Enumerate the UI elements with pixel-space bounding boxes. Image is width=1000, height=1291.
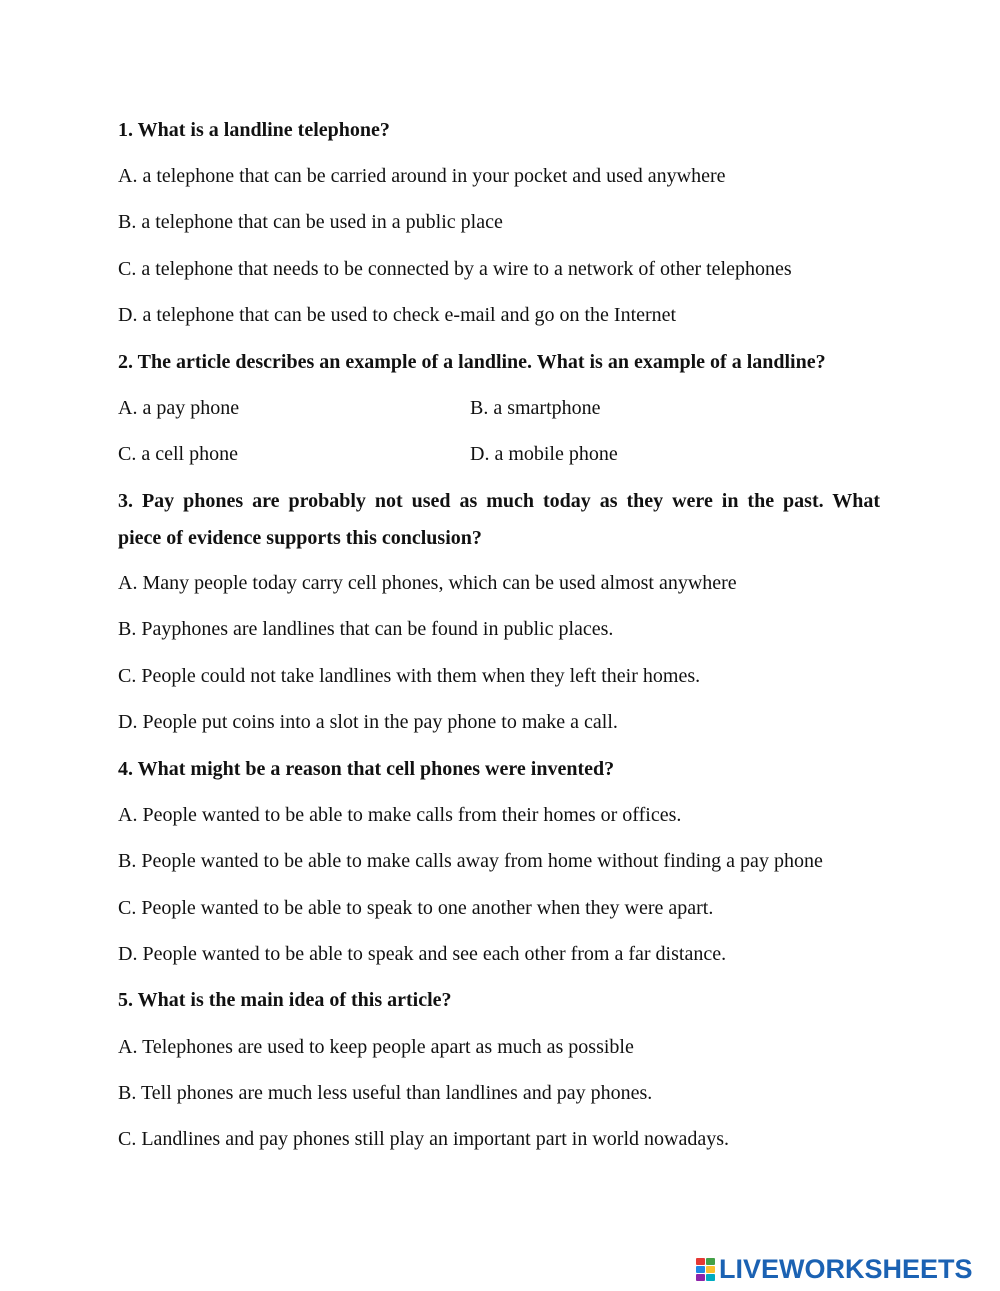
logo-block	[706, 1266, 715, 1273]
question-2-option-b: B. a smartphone	[470, 397, 601, 419]
question-1-prompt: 1. What is a landline telephone?	[118, 119, 390, 141]
liveworksheets-logo	[696, 1256, 973, 1282]
question-2-option-c: C. a cell phone	[118, 443, 238, 465]
logo-block	[696, 1258, 705, 1265]
question-5-option-c: C. Landlines and pay phones still play an important part in world nowadays.	[118, 1128, 729, 1150]
logo-text: LIVEWORKSHEETS	[719, 1254, 973, 1284]
question-2-option-d: D. a mobile phone	[470, 443, 618, 465]
liveworksheets-blocks-icon	[696, 1258, 715, 1281]
question-4-option-a: A. People wanted to be able to make calls from their homes or offices.	[118, 804, 682, 826]
question-5-option-b: B. Tell phones are much less useful than landlines and pay phones.	[118, 1082, 653, 1104]
question-3-option-b: B. Payphones are landlines that can be found in public places.	[118, 618, 614, 640]
question-3-prompt-line-2: piece of evidence supports this conclusion?	[118, 527, 482, 549]
question-4-option-c: C. People wanted to be able to speak to one another when they were apart.	[118, 897, 714, 919]
logo-block	[696, 1266, 705, 1273]
question-1-option-d: D. a telephone that can be used to check e-mail and go on the Internet	[118, 304, 677, 326]
question-1-option-a: A. a telephone that can be carried around in your pocket and used anywhere	[118, 165, 726, 187]
question-3-option-c: C. People could not take landlines with them when they left their homes.	[118, 665, 701, 687]
question-3-prompt-line-1: 3. Pay phones are probably not used as much today as they were in the past. What	[118, 490, 880, 512]
question-3-option-d: D. People put coins into a slot in the pay phone to make a call.	[118, 711, 618, 733]
question-2-prompt: 2. The article describes an example of a landline. What is an example of a landline?	[118, 351, 826, 373]
logo-block	[696, 1274, 705, 1281]
logo-block	[706, 1258, 715, 1265]
logo-block	[706, 1274, 715, 1281]
question-4-option-b: B. People wanted to be able to make calls away from home without finding a pay phone	[118, 850, 823, 872]
question-5-option-a: A. Telephones are used to keep people apart as much as possible	[118, 1036, 634, 1058]
question-4-prompt: 4. What might be a reason that cell phones were invented?	[118, 758, 615, 780]
question-3-option-a: A. Many people today carry cell phones, which can be used almost anywhere	[118, 572, 737, 594]
question-5-prompt: 5. What is the main idea of this article?	[118, 989, 452, 1011]
question-1-option-c: C. a telephone that needs to be connected by a wire to a network of other telephones	[118, 258, 792, 280]
question-2-option-a: A. a pay phone	[118, 397, 240, 419]
question-4-option-d: D. People wanted to be able to speak and see each other from a far distance.	[118, 943, 727, 965]
question-1-option-b: B. a telephone that can be used in a public place	[118, 211, 503, 233]
